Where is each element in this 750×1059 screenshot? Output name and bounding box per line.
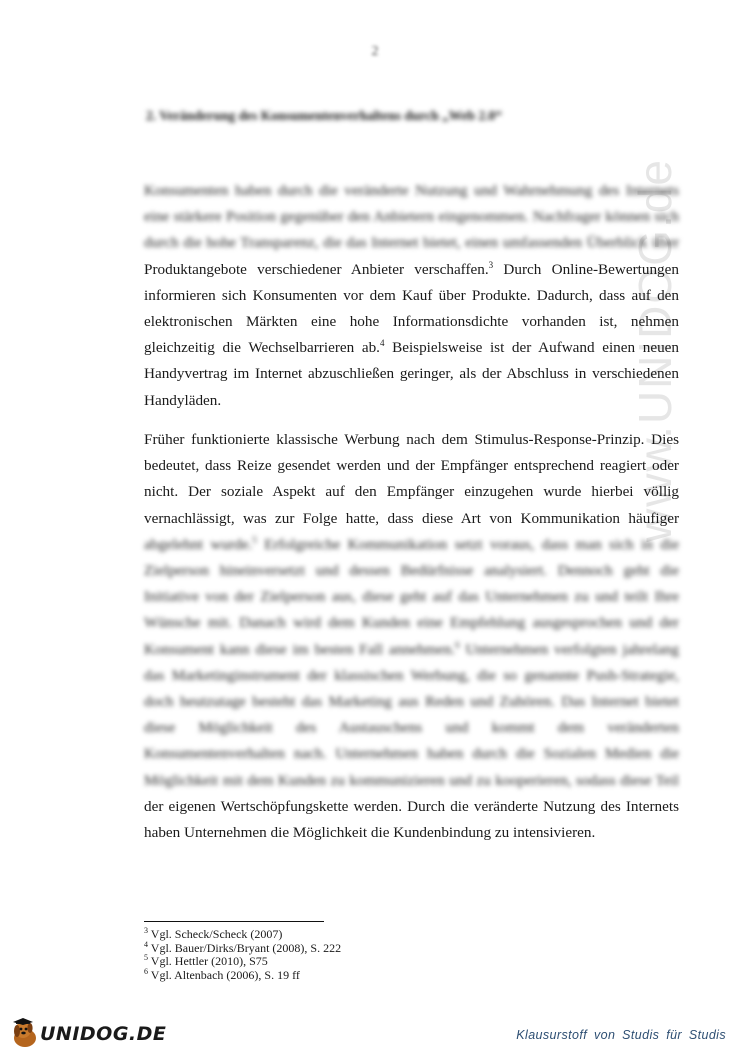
logo-text: UNIDOG.DE [40, 1023, 167, 1045]
section-heading: 2. Veränderung des Konsumentenverhaltens durch „Web 2.0“ [146, 108, 503, 123]
blurred-text: Konsumenten haben durch die veränderte Nutzung und Wahrnehmung des Internets eine stärkere Position gegenüber den Anbietern eingenommen. Nachfrager können sich durch die hohe Transparenz, die das Internet bietet, einen umfassenden Überblick über [144, 182, 679, 252]
footnote: $^6$ Vgl. Altenbach (2006), S. 19 ff [144, 966, 300, 982]
blurred-text: abgelehnt wurde. [144, 535, 253, 553]
paragraph-text: Produktangebote verschiedener Anbieter verschaffen. [144, 260, 489, 278]
blurred-text: Unternehmen verfolgten jahrelang das Marketinginstrument der klassischen Werbung, die so genannte Push-Strategie, doch heutzutage besteht das Marketing aus Reden und Zuhören. Das Internet bietet diese Möglichkeit des Austauschens und kommt dem veränderten Konsumentenverhalten nach. Unternehmen haben durch die Sozialen Medien die Möglichkeit mit dem Kunden zu kommunizieren und zu kooperieren, sodass diese Teil [144, 640, 679, 789]
blurred-text: Erfolgreiche Kommunikation setzt voraus, dass man sich in die Zielperson hineinversetzt und dessen Bedürfnisse analysiert. Dennoch geht die Initiative von der Zielperson aus, diese geht auf das Unternehmen zu und teilt Ihre Wünsche mit. Danach wird dem Kunden eine Empfehlung ausgesprochen und der Konsument kann diese im besten Fall annehmen. [144, 535, 679, 658]
paragraph-text: Früher funktionierte klassische Werbung nach dem Stimulus-Response-Prinzip. Dies bedeutet, dass Reize gesendet werden und der Empfänger entsprechend reagiert oder nicht. Der soziale Aspekt auf den Empfänger einzugehen wurde hierbei völlig vernachlässigt, was zur Folge hatte, dass diese Art von Kommunikation häufiger [144, 431, 679, 527]
dog-icon [8, 1017, 42, 1051]
paragraph-2 [144, 427, 679, 846]
unidog-logo[interactable] [8, 1016, 166, 1052]
footnote: $^3$ Vgl. Scheck/Scheck (2007) [144, 926, 283, 941]
footnote-ref: 6 [455, 639, 460, 650]
watermark: www.UNIDOG.de [629, 158, 681, 542]
tagline: Klausurstoff von Studis für Studis [516, 1028, 726, 1042]
footnote-divider [144, 921, 324, 922]
paragraph-text: Durch Online-Bewertungen informieren sich Konsumenten vor dem Kauf über Produkte. Dadurch, dass auf den elektronischen Märkten eine hohe Informationsdichte vorhanden ist, nehmen gleichzeitig die Wechselbarrieren ab. [144, 260, 679, 357]
footnote-ref: 4 [379, 338, 385, 349]
paragraph-1 [144, 178, 679, 414]
footnote: $^5$ Vgl. Hettler (2010), S75 [144, 953, 268, 968]
footnote: $^4$ Vgl. Bauer/Dirks/Bryant (2008), S. 222 [144, 939, 342, 955]
footnote-ref: 3 [488, 259, 494, 270]
paragraph-text: Beispielsweise ist der Aufwand einen neuen Handyvertrag im Internet abzuschließen geringer, als der Abschluss in verschiedenen Handyläden. [144, 339, 679, 409]
paragraph-text: der eigenen Wertschöpfungskette werden. Durch die veränderte Nutzung des Internets haben Unternehmen die Möglichkeit die Kundenbindung zu intensivieren. [144, 797, 679, 842]
page-number: 2 [371, 44, 379, 59]
footnote-ref: 5 [252, 534, 257, 545]
footnotes [144, 928, 341, 982]
